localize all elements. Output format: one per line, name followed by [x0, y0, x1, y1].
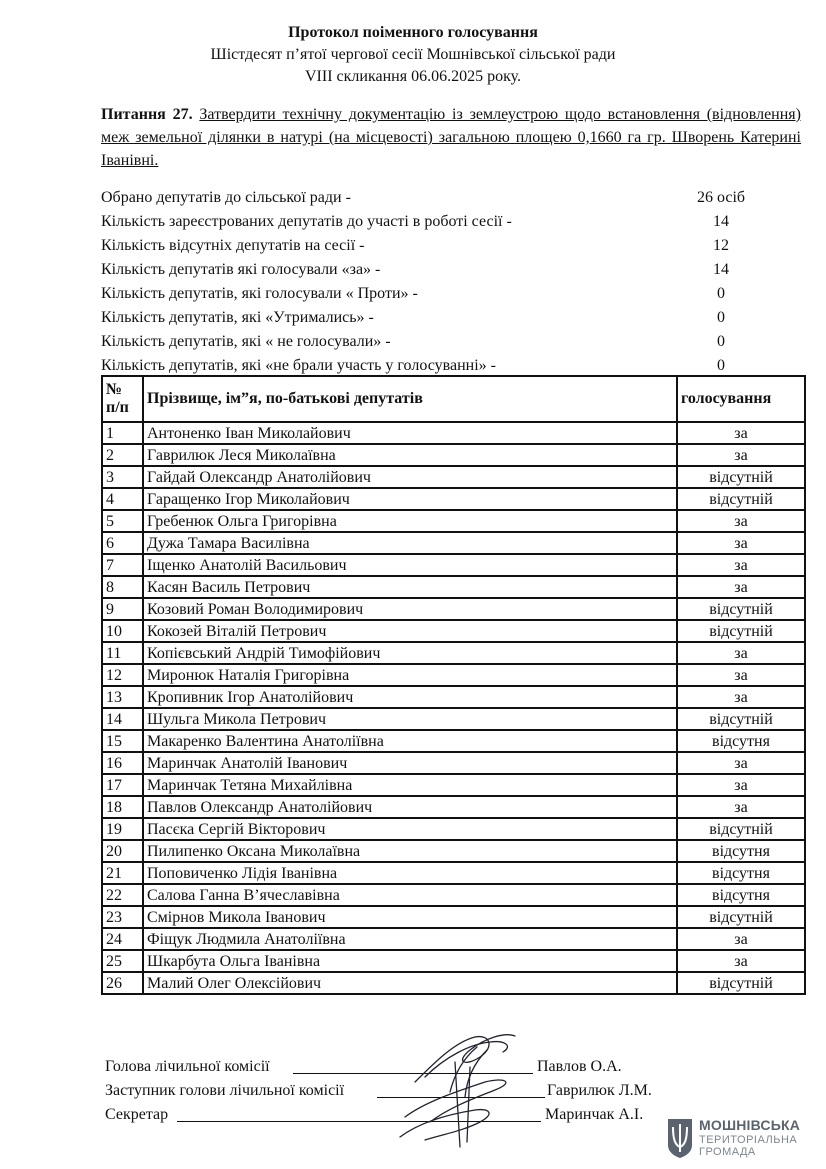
- row-number: 10: [102, 620, 143, 642]
- vote-result: відсутній: [677, 598, 805, 620]
- session-subtitle: Шістдесят п’ятої чергової сесії Мошнівської сільської ради: [210, 46, 616, 63]
- vote-result: відсутній: [677, 906, 805, 928]
- table-row: [102, 444, 805, 466]
- vote-result: відсутній: [677, 972, 805, 994]
- question-text: Затвердити технічну документацію із землеустрою щодо встановлення (відновлення) меж земельної ділянки в натурі (на місцевості) загальною площею 0,1660 га гр. Шворень Катерині Іванівні.: [101, 106, 801, 169]
- question-block: [101, 103, 801, 172]
- vote-result: відсутня: [677, 862, 805, 884]
- vote-result: за: [677, 796, 805, 818]
- deputy-name: Шкарбута Ольга Іванівна: [143, 950, 677, 972]
- deputy-name: Гайдай Олександр Анатолійович: [143, 466, 677, 488]
- deputy-name: Козовий Роман Володимирович: [143, 598, 677, 620]
- table-row: [102, 642, 805, 664]
- row-number: 13: [102, 686, 143, 708]
- stat-value: 0: [717, 333, 725, 350]
- table-row: [102, 620, 805, 642]
- stat-label: Обрано депутатів до сільської ради -: [101, 189, 351, 206]
- logo-subtitle: ГРОМАДА: [699, 1146, 756, 1158]
- stat-label: Кількість депутатів, які « не голосували» -: [101, 333, 391, 350]
- table-row: [102, 730, 805, 752]
- row-number: 23: [102, 906, 143, 928]
- session-date: VIII скликання 06.06.2025 року.: [304, 68, 522, 85]
- row-number: 26: [102, 972, 143, 994]
- vote-result: за: [677, 576, 805, 598]
- row-number: 3: [102, 466, 143, 488]
- row-number: 15: [102, 730, 143, 752]
- deputy-name: Кокозей Віталій Петрович: [143, 620, 677, 642]
- stat-label: Кількість депутатів які голосували «за» -: [101, 261, 381, 278]
- stat-label: Кількість зареєстрованих депутатів до участі в роботі сесії -: [101, 213, 512, 230]
- deputy-name: Гаращенко Ігор Миколайович: [143, 488, 677, 510]
- row-number: 4: [102, 488, 143, 510]
- deputy-name: Пилипенко Оксана Миколаївна: [143, 840, 677, 862]
- table-row: [102, 488, 805, 510]
- trident-icon: [666, 1117, 694, 1159]
- stat-row: [101, 210, 801, 234]
- vote-result: за: [677, 752, 805, 774]
- stat-label: Кількість відсутніх депутатів на сесії -: [101, 237, 365, 254]
- stat-row: [101, 234, 801, 258]
- stat-value: 26 осіб: [696, 189, 746, 206]
- table-row: [102, 510, 805, 532]
- row-number: 20: [102, 840, 143, 862]
- community-logo: [666, 1117, 816, 1161]
- signature-name: Маринчак А.І.: [545, 1106, 644, 1123]
- stat-row: [101, 282, 801, 306]
- table-row: [102, 686, 805, 708]
- table-row: [102, 664, 805, 686]
- row-number: 5: [102, 510, 143, 532]
- vote-result: за: [677, 664, 805, 686]
- row-number: 11: [102, 642, 143, 664]
- row-number: 1: [102, 422, 143, 444]
- question-label: Питання 27.: [101, 106, 193, 123]
- deputy-name: Пасєка Сергій Вікторович: [143, 818, 677, 840]
- document-title: Протокол поіменного голосування: [288, 24, 538, 41]
- table-row: [102, 862, 805, 884]
- row-number: 16: [102, 752, 143, 774]
- vote-result: відсутня: [677, 884, 805, 906]
- deputy-name: Макаренко Валентина Анатоліївна: [143, 730, 677, 752]
- stat-row: [101, 258, 801, 282]
- row-number: 14: [102, 708, 143, 730]
- vote-result: відсутній: [677, 708, 805, 730]
- stat-label: Кількість депутатів, які голосували « Проти» -: [101, 285, 418, 302]
- vote-result: за: [677, 532, 805, 554]
- row-number: 7: [102, 554, 143, 576]
- stat-value: 0: [717, 285, 725, 302]
- row-number: 17: [102, 774, 143, 796]
- deputy-name: Касян Василь Петрович: [143, 576, 677, 598]
- table-row: [102, 884, 805, 906]
- deputy-name: Миронюк Наталія Григорівна: [143, 664, 677, 686]
- vote-result: за: [677, 422, 805, 444]
- vote-result: за: [677, 774, 805, 796]
- table-row: [102, 532, 805, 554]
- vote-result: за: [677, 642, 805, 664]
- table-row: [102, 928, 805, 950]
- table-row: [102, 752, 805, 774]
- table-header-row: [102, 376, 805, 422]
- table-row: [102, 796, 805, 818]
- row-number: 22: [102, 884, 143, 906]
- deputy-name: Кропивник Ігор Анатолійович: [143, 686, 677, 708]
- row-number: 9: [102, 598, 143, 620]
- stat-row: [101, 306, 801, 330]
- vote-result: відсутній: [677, 466, 805, 488]
- row-number: 6: [102, 532, 143, 554]
- stat-value: 0: [717, 357, 725, 374]
- signature-name: Павлов О.А.: [537, 1058, 622, 1075]
- column-header-number: № п/п: [102, 376, 143, 422]
- row-number: 19: [102, 818, 143, 840]
- stat-value: 12: [713, 237, 729, 254]
- table-row: [102, 950, 805, 972]
- deputy-name: Антоненко Іван Миколайович: [143, 422, 677, 444]
- row-number: 2: [102, 444, 143, 466]
- row-number: 21: [102, 862, 143, 884]
- stat-label: Кількість депутатів, які «не брали участь у голосуванні» -: [101, 357, 496, 374]
- deputy-name: Поповиченко Лідія Іванівна: [143, 862, 677, 884]
- deputy-name: Павлов Олександр Анатолійович: [143, 796, 677, 818]
- table-row: [102, 598, 805, 620]
- table-row: [102, 972, 805, 994]
- stat-row: [101, 186, 801, 210]
- vote-result: відсутня: [677, 730, 805, 752]
- table-row: [102, 818, 805, 840]
- deputy-name: Гребенюк Ольга Григорівна: [143, 510, 677, 532]
- vote-result: відсутній: [677, 620, 805, 642]
- stat-value: 14: [713, 213, 729, 230]
- vote-statistics: [101, 186, 801, 378]
- logo-subtitle: ТЕРИТОРІАЛЬНА: [699, 1134, 798, 1146]
- row-number: 18: [102, 796, 143, 818]
- vote-result: за: [677, 686, 805, 708]
- table-row: [102, 840, 805, 862]
- deputy-name: Шульга Микола Петрович: [143, 708, 677, 730]
- stat-value: 0: [717, 309, 725, 326]
- row-number: 8: [102, 576, 143, 598]
- table-row: [102, 554, 805, 576]
- deputy-name: Малий Олег Олексійович: [143, 972, 677, 994]
- deputy-name: Гаврилюк Леся Миколаївна: [143, 444, 677, 466]
- signature-role: Секретар: [105, 1106, 169, 1123]
- table-row: [102, 422, 805, 444]
- signature-role: Заступник голови лічильної комісії: [105, 1082, 345, 1099]
- vote-result: за: [677, 554, 805, 576]
- signature-name: Гаврилюк Л.М.: [547, 1082, 652, 1099]
- vote-result: відсутня: [677, 840, 805, 862]
- document-header: [0, 22, 826, 88]
- row-number: 25: [102, 950, 143, 972]
- vote-result: відсутній: [677, 488, 805, 510]
- vote-result: за: [677, 950, 805, 972]
- deputy-name: Фіщук Людмила Анатоліївна: [143, 928, 677, 950]
- deputy-name: Копієвський Андрій Тимофійович: [143, 642, 677, 664]
- deputy-name: Дужа Тамара Василівна: [143, 532, 677, 554]
- table-row: [102, 906, 805, 928]
- voting-table: [101, 375, 806, 995]
- deputy-name: Маринчак Анатолій Іванович: [143, 752, 677, 774]
- vote-result: за: [677, 928, 805, 950]
- column-header-vote: голосування: [677, 376, 805, 422]
- vote-result: відсутній: [677, 818, 805, 840]
- table-row: [102, 708, 805, 730]
- table-row: [102, 466, 805, 488]
- column-header-name: Прізвище, ім”я, по-батькові депутатів: [143, 376, 677, 422]
- row-number: 24: [102, 928, 143, 950]
- vote-result: за: [677, 510, 805, 532]
- signature-role: Голова лічильної комісії: [105, 1058, 270, 1075]
- logo-title: МОШНІВСЬКА: [699, 1117, 801, 1133]
- table-row: [102, 774, 805, 796]
- stat-label: Кількість депутатів, які «Утримались» -: [101, 309, 374, 326]
- row-number: 12: [102, 664, 143, 686]
- stat-row: [101, 330, 801, 354]
- table-row: [102, 576, 805, 598]
- deputy-name: Салова Ганна В’ячеславівна: [143, 884, 677, 906]
- deputy-name: Смірнов Микола Іванович: [143, 906, 677, 928]
- deputy-name: Іщенко Анатолій Васильович: [143, 554, 677, 576]
- handwritten-signature: [395, 1022, 545, 1152]
- deputy-name: Маринчак Тетяна Михайлівна: [143, 774, 677, 796]
- stat-value: 14: [713, 261, 729, 278]
- vote-result: за: [677, 444, 805, 466]
